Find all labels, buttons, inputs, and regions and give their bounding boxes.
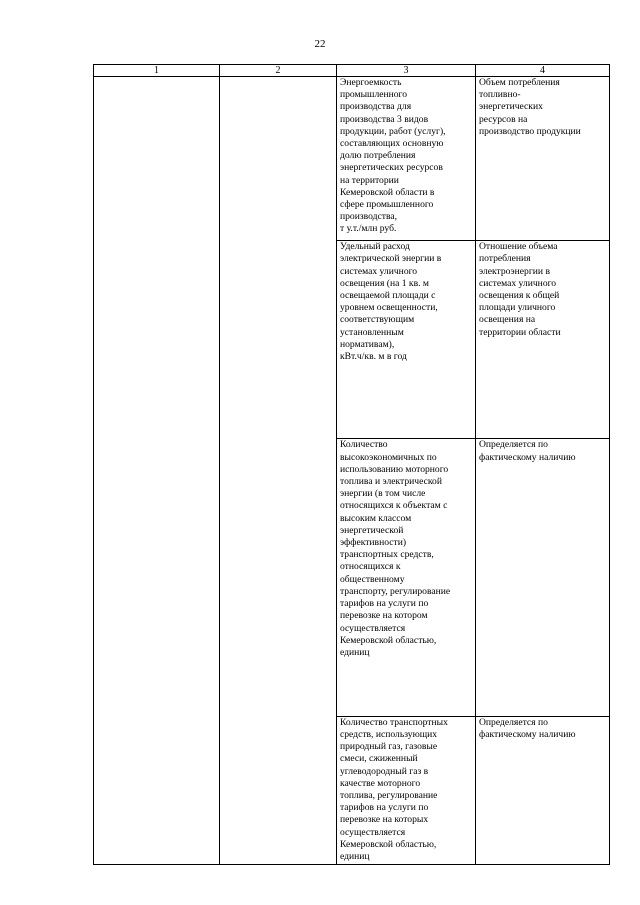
page-number: 22 [314, 38, 326, 50]
header-col-4: 4 [476, 65, 610, 77]
indicator-text: Количество транспортных средств, использующих природный газ, газовые смеси, сжиженный углеводородный газ в качестве моторного топлива, регулирование тарифов на услуги по перевозке на которых осуществляется Кемеровской областью, единиц [340, 716, 448, 863]
header-col-1: 1 [94, 65, 220, 77]
method-cell [476, 241, 610, 439]
table-header-row [94, 65, 610, 77]
indicator-cell [337, 241, 476, 439]
method-text: Отношение объема потребления электроэнергии в системах уличного освещения к общей площади уличного освещения на территории области [479, 241, 561, 338]
indicator-table [93, 64, 610, 865]
indicator-cell [337, 77, 476, 241]
indicator-cell [337, 716, 476, 864]
empty-cell-col-1 [94, 77, 220, 865]
method-text: Определяется по фактическому наличию [479, 439, 576, 463]
method-text: Определяется по фактическому наличию [479, 716, 576, 740]
indicator-text: Удельный расход электрической энергии в системах уличного освещения (на 1 кв. м освещаемой площади с уровнем освещенности, соответствующим установленным нормативам), кВт.ч/кв. м в год [340, 241, 442, 363]
header-col-3: 3 [337, 65, 476, 77]
indicator-text: Энергоемкость промышленного производства для производства 3 видов продукции, работ (услуг), составляющих основную долю потребления энергетических ресурсов на территории Кемеровской области в сфере промышленного производства, т у.т./млн руб. [340, 77, 446, 235]
method-cell [476, 439, 610, 716]
method-cell [476, 77, 610, 241]
empty-cell-col-2 [220, 77, 337, 865]
method-text: Объем потребления топливно- энергетических ресурсов на производство продукции [479, 77, 581, 137]
indicator-cell [337, 439, 476, 716]
indicator-text: Количество высокоэкономичных по использованию моторного топлива и электрической энергии (в том числе относящихся к объектам с высоким классом энергетической эффективности) транспортных средств, относящихся к общественному транспорту, регулирование тарифов на услуги по перевозке на котором осуществляется Кемеровской областью, единиц [340, 439, 451, 658]
method-cell [476, 716, 610, 864]
table-row [94, 77, 610, 241]
header-col-2: 2 [220, 65, 337, 77]
